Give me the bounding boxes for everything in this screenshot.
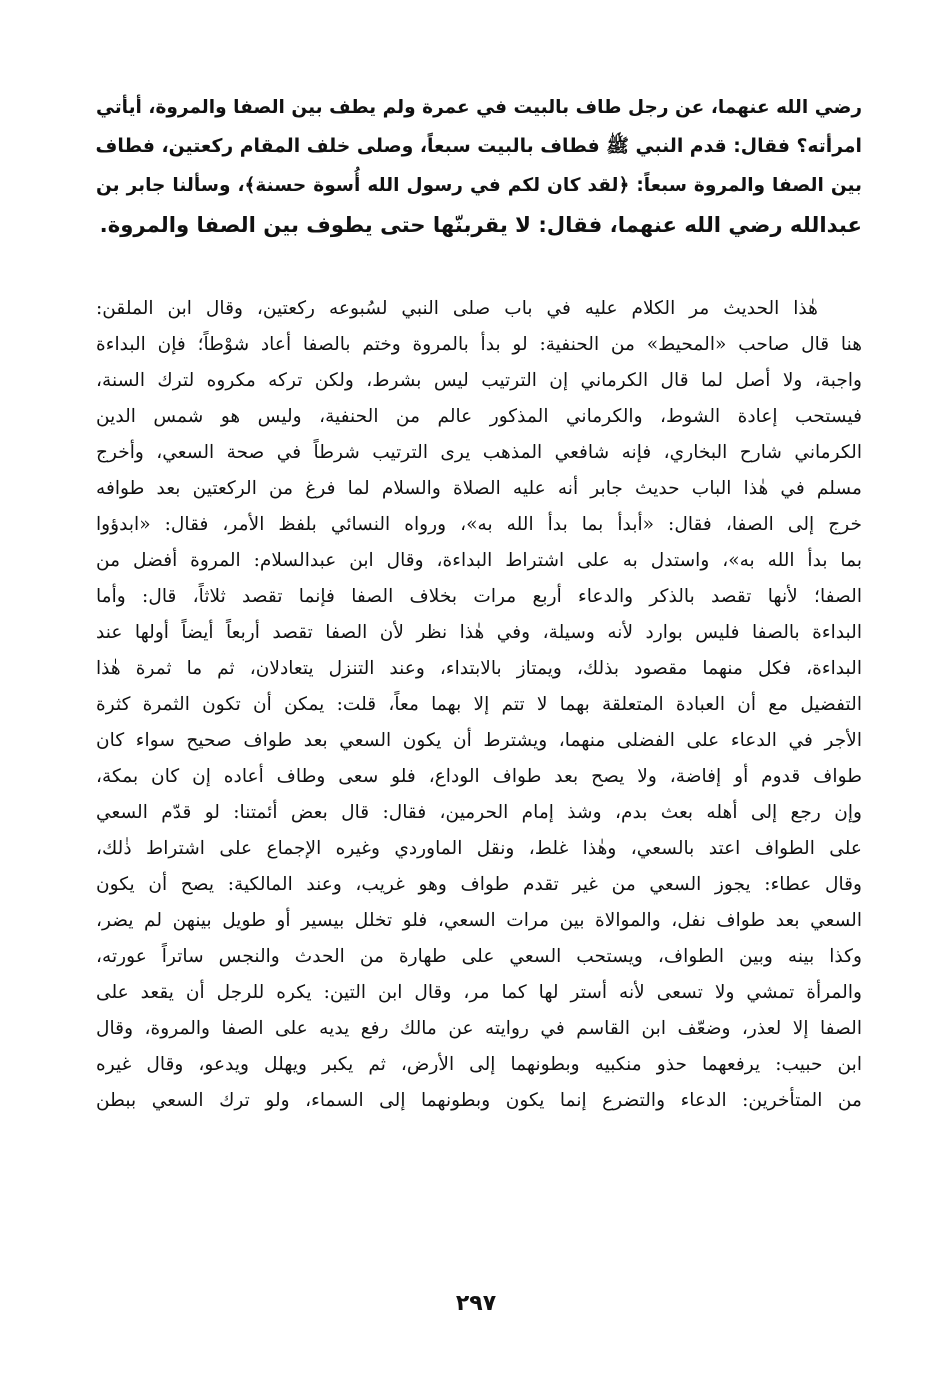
- page-number: ٢٩٧: [455, 1291, 497, 1316]
- commentary-line: فيستحب إعادة الشوط، والكرماني المذكور عالم من الحنفية، وليس هو شمس الدين: [96, 406, 862, 427]
- hadith-line: عبدالله رضي الله عنهما، فقال: لا يقربنّها حتى يطوف بين الصفا والمروة.: [99, 212, 862, 237]
- hadith-line: امرأته؟ فقال: قدم النبي ﷺ فطاف بالبيت سبعاً، وصلى خلف المقام ركعتين، فطاف: [96, 136, 862, 157]
- commentary-line: مسلم في هٰذا الباب حديث جابر أنه عليه الصلاة والسلام لما فرغ من الركعتين بعد طوافه: [96, 478, 862, 499]
- commentary-line: واجبة، ولا أصل لما قال الكرماني إن الترتيب ليس بشرط، ولكن تركه مكروه لترك السنة،: [96, 370, 862, 391]
- commentary-line: وقال عطاء: يجوز السعي من غير تقدم طواف وهو غريب، وعند المالكية: يصح أن يكون: [96, 874, 862, 895]
- hadith-line: بين الصفا والمروة سبعاً: ﴿لقد كان لكم في رسول الله أُسوة حسنة﴾، وسألنا جابر بن: [96, 175, 862, 196]
- commentary-line: البداءة بالصفا فليس بوارد لأنه وسيلة، وفي هٰذا نظر لأن الصفا تقصد أربعاً أيضاً أولها عند: [96, 622, 862, 643]
- commentary-line: الصفا؛ لأنها تقصد بالذكر والدعاء أربع مرات بخلاف الصفا فإنما تقصد ثلاثاً، قال: وأما: [96, 586, 862, 607]
- commentary-line: والمرأة تمشي ولا تسعى لأنه أستر لها كما مر، وقال ابن التين: يكره للرجل أن يقعد على: [96, 982, 862, 1003]
- commentary-line: على الطواف اعتد بالسعي، وهٰذا غلط، ونقل الماوردي وغيره الإجماع على اشتراط ذٰلك،: [96, 838, 862, 859]
- commentary-line: البداءة، فكل منهما مقصود بذلك، ويمتاز بالابتداء، وعند التنزل يتعادلان، ثم ما ثمرة هٰذا: [96, 658, 862, 679]
- commentary-line: ابن حبيب: يرفعهما حذو منكبيه وبطونهما إلى الأرض، ثم يكبر ويهلل ويدعو، وقال غيره: [96, 1054, 862, 1075]
- commentary-line: الكرماني شارح البخاري، فإنه شافعي المذهب يرى الترتيب شرطاً في صحة السعي، وأخرج: [96, 442, 862, 463]
- hadith-line: رضي الله عنهما، عن رجل طاف بالبيت في عمرة ولم يطف بين الصفا والمروة، أيأتي: [96, 97, 862, 118]
- commentary-line: وإن رجع إلى أهله بعث بدم، وشذ إمام الحرمين، فقال: قال بعض أئمتنا: لو قدّم السعي: [96, 802, 862, 823]
- commentary-line: التفضيل مع أن العبادة المتعلقة بهما لا تتم إلا بهما معاً، قلت: يمكن أن تكون الثمرة كثرة: [96, 694, 862, 715]
- commentary-line: وكذا بينه وبين الطواف، ويستحب السعي على طهارة من الحدث والنجس ساتراً عورته،: [96, 946, 862, 967]
- commentary-line: الأجر في الدعاء على الفضلى منهما، ويشترط أن يكون السعي بعد طواف صحيح سواء كان: [96, 730, 862, 751]
- commentary-line: طواف قدوم أو إفاضة، ولا يصح بعد طواف الوداع، فلو سعى وطاف أعاده إن كان بمكة،: [96, 766, 862, 787]
- commentary-line: من المتأخرين: الدعاء والتضرع إنما يكون وبطونهما إلى السماء، ولو ترك السعي ببطن: [96, 1090, 862, 1111]
- commentary-line: خرج إلى الصفا، فقال: «أبدأ بما بدأ الله به»، ورواه النسائي بلفظ الأمر، فقال: «ابدؤوا: [96, 514, 862, 535]
- commentary-line: السعي بعد طواف نفل، والموالاة بين مرات السعي، فلو تخلل بيسير أو طويل بينهن لم يضر،: [96, 910, 862, 931]
- commentary-text-block: [96, 291, 862, 1119]
- commentary-line: هنا قال صاحب «المحيط» من الحنفية: لو بدأ بالمروة وختم بالصفا أعاد شوْطاً؛ فإن البداءة: [96, 334, 862, 355]
- commentary-line: الصفا إلا لعذر، وضعّف ابن القاسم في روايته عن مالك رفع يديه على الصفا والمروة، وقال: [96, 1018, 862, 1039]
- hadith-text-block: [96, 88, 862, 244]
- commentary-line: هٰذا الحديث مر الكلام عليه في باب صلى النبي لسُبوعه ركعتين، وقال ابن الملقن:: [96, 298, 818, 319]
- commentary-line: بما بدأ الله به»، واستدل به على اشتراط البداءة، وقال ابن عبدالسلام: المروة أفضل من: [96, 550, 862, 571]
